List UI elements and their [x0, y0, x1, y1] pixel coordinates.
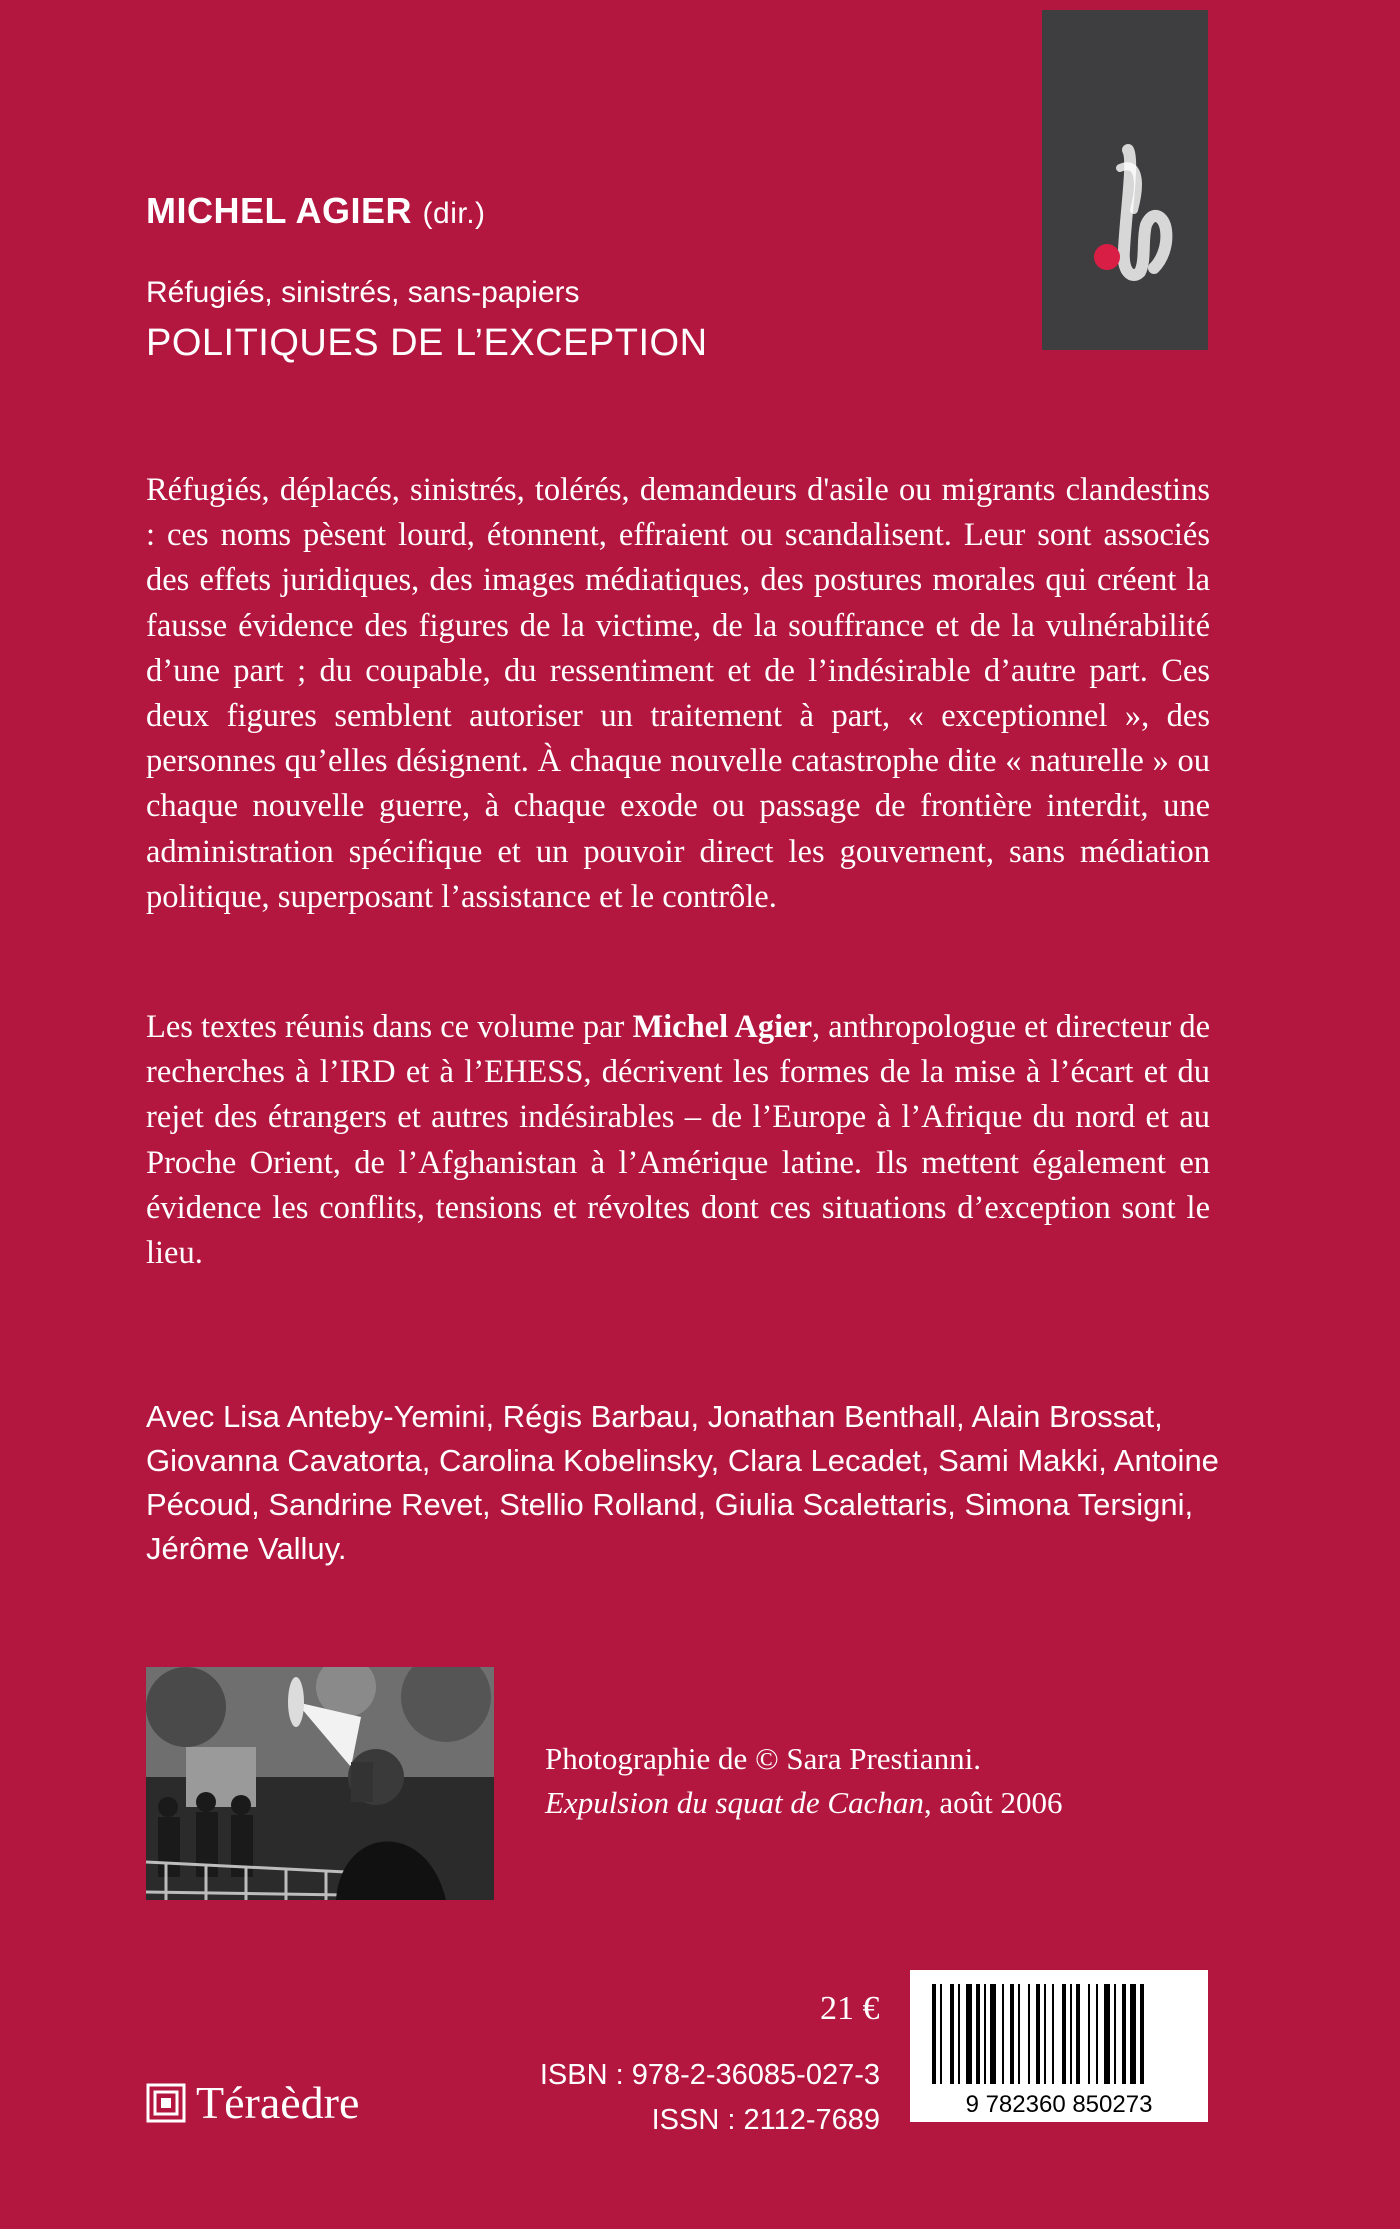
summary-paragraph-2: [146, 1005, 1210, 1276]
protest-photo-icon: [146, 1667, 494, 1900]
barcode-bar: [958, 1984, 960, 2084]
barcode-bar: [1070, 1984, 1072, 2084]
paragraph2-suffix: , anthropologue et directeur de recherches à l’IRD et à l’EHESS, décrivent les formes de la mise à l’écart et du rejet des étrangers et autres indésirables – de l’Europe à l’Afrique du nord et au Proche Orient, de l’Afghanistan à l’Amérique latine. Ils mettent également en évidence les conflits, tensions et révoltes dont ces situations d’exception sont le lieu.: [146, 1009, 1210, 1272]
barcode-bar: [1096, 1984, 1098, 2084]
author-label: MICHEL AGIER: [146, 190, 413, 231]
barcode-bar: [1010, 1984, 1014, 2084]
barcode-bar: [1052, 1984, 1054, 2084]
summary-paragraph-1: Réfugiés, déplacés, sinistrés, tolérés, demandeurs d'asile ou migrants clandestins : ces noms pèsent lourd, étonnent, effraient ou scandalisent. Leur sont associés des effets juridiques, des images médiatiques, des postures morales qui créent la fausse évidence des figures de la victime, de la souffrance et de la vulnérabilité d’une part ; du coupable, du ressentiment et de l’indésirable d’autre part. Ces deux figures semblent autoriser un traitement à part, « exceptionnel », des personnes qu’elles désignent. À chaque nouvelle catastrophe dite « naturelle » ou chaque nouvelle guerre, à chaque exode ou passage de frontière interdit, une administration spécifique et un pouvoir direct les gouvernent, sans médiation politique, superposant l’assistance et le contrôle.: [146, 472, 1210, 915]
barcode-bar: [976, 1984, 980, 2084]
author-name: [146, 190, 486, 232]
barcode-bar: [1044, 1984, 1046, 2084]
publisher-name: Téraèdre: [196, 2077, 360, 2128]
barcode-bar: [1076, 1984, 1080, 2084]
brush-logo-icon: [1042, 10, 1208, 350]
barcode: [910, 1970, 1208, 2122]
publisher-square-icon: [146, 2083, 186, 2123]
barcode-bar: [1062, 1984, 1066, 2084]
book-subtitle: Réfugiés, sinistrés, sans-papiers: [146, 276, 580, 309]
barcode-bar: [1130, 1984, 1136, 2084]
cover-photo: [146, 1667, 494, 1900]
isbn-block: [506, 2053, 880, 2143]
author-suffix: (dir.): [422, 197, 486, 230]
barcode-bar: [1104, 1984, 1110, 2084]
caption-line-1: Photographie de © Sara Prestianni.: [545, 1741, 981, 1776]
isbn-number: ISBN : 978-2-36085-027-3: [539, 2059, 880, 2091]
barcode-bar: [1028, 1984, 1030, 2084]
paragraph2-author: Michel Agier: [632, 1009, 813, 1045]
barcode-bar: [1002, 1984, 1004, 2084]
photo-caption: [545, 1737, 1062, 1825]
barcode-bar: [984, 1984, 986, 2084]
caption-line-2: [545, 1781, 1062, 1825]
barcode-bar: [1122, 1984, 1126, 2084]
caption-date: , août 2006: [923, 1785, 1063, 1820]
issn-number: ISSN : 2112-7689: [651, 2104, 880, 2136]
price-label: 21 €: [820, 1990, 880, 2027]
barcode-bar: [990, 1984, 996, 2084]
barcode-bar: [1036, 1984, 1040, 2084]
barcode-icon: [910, 1970, 1208, 2122]
barcode-bar: [1088, 1984, 1090, 2084]
barcode-bar: [932, 1984, 936, 2084]
paragraph2-prefix: Les textes réunis dans ce volume par: [146, 1009, 633, 1045]
publisher-logo: [146, 2076, 359, 2129]
collection-logo: [1042, 10, 1208, 350]
barcode-bar: [1018, 1984, 1020, 2084]
contributors-list: Avec Lisa Anteby-Yemini, Régis Barbau, Jonathan Benthall, Alain Brossat, Giovanna Cavatorta, Carolina Kobelinsky, Clara Lecadet, Sami Makki, Antoine Pécoud, Sandrine Revet, Stellio Rolland, Giulia Scalettaris, Simona Tersigni, Jérôme Valluy.: [146, 1399, 1219, 1566]
barcode-bar: [966, 1984, 972, 2084]
caption-title: Expulsion du squat de Cachan: [545, 1785, 924, 1820]
barcode-bar: [940, 1984, 942, 2084]
book-title: POLITIQUES DE L’EXCEPTION: [146, 322, 708, 364]
barcode-bar: [1114, 1984, 1116, 2084]
barcode-digits: 9 782360 850273: [965, 2091, 1153, 2118]
barcode-bar: [1140, 1984, 1144, 2084]
barcode-bar: [950, 1984, 954, 2084]
